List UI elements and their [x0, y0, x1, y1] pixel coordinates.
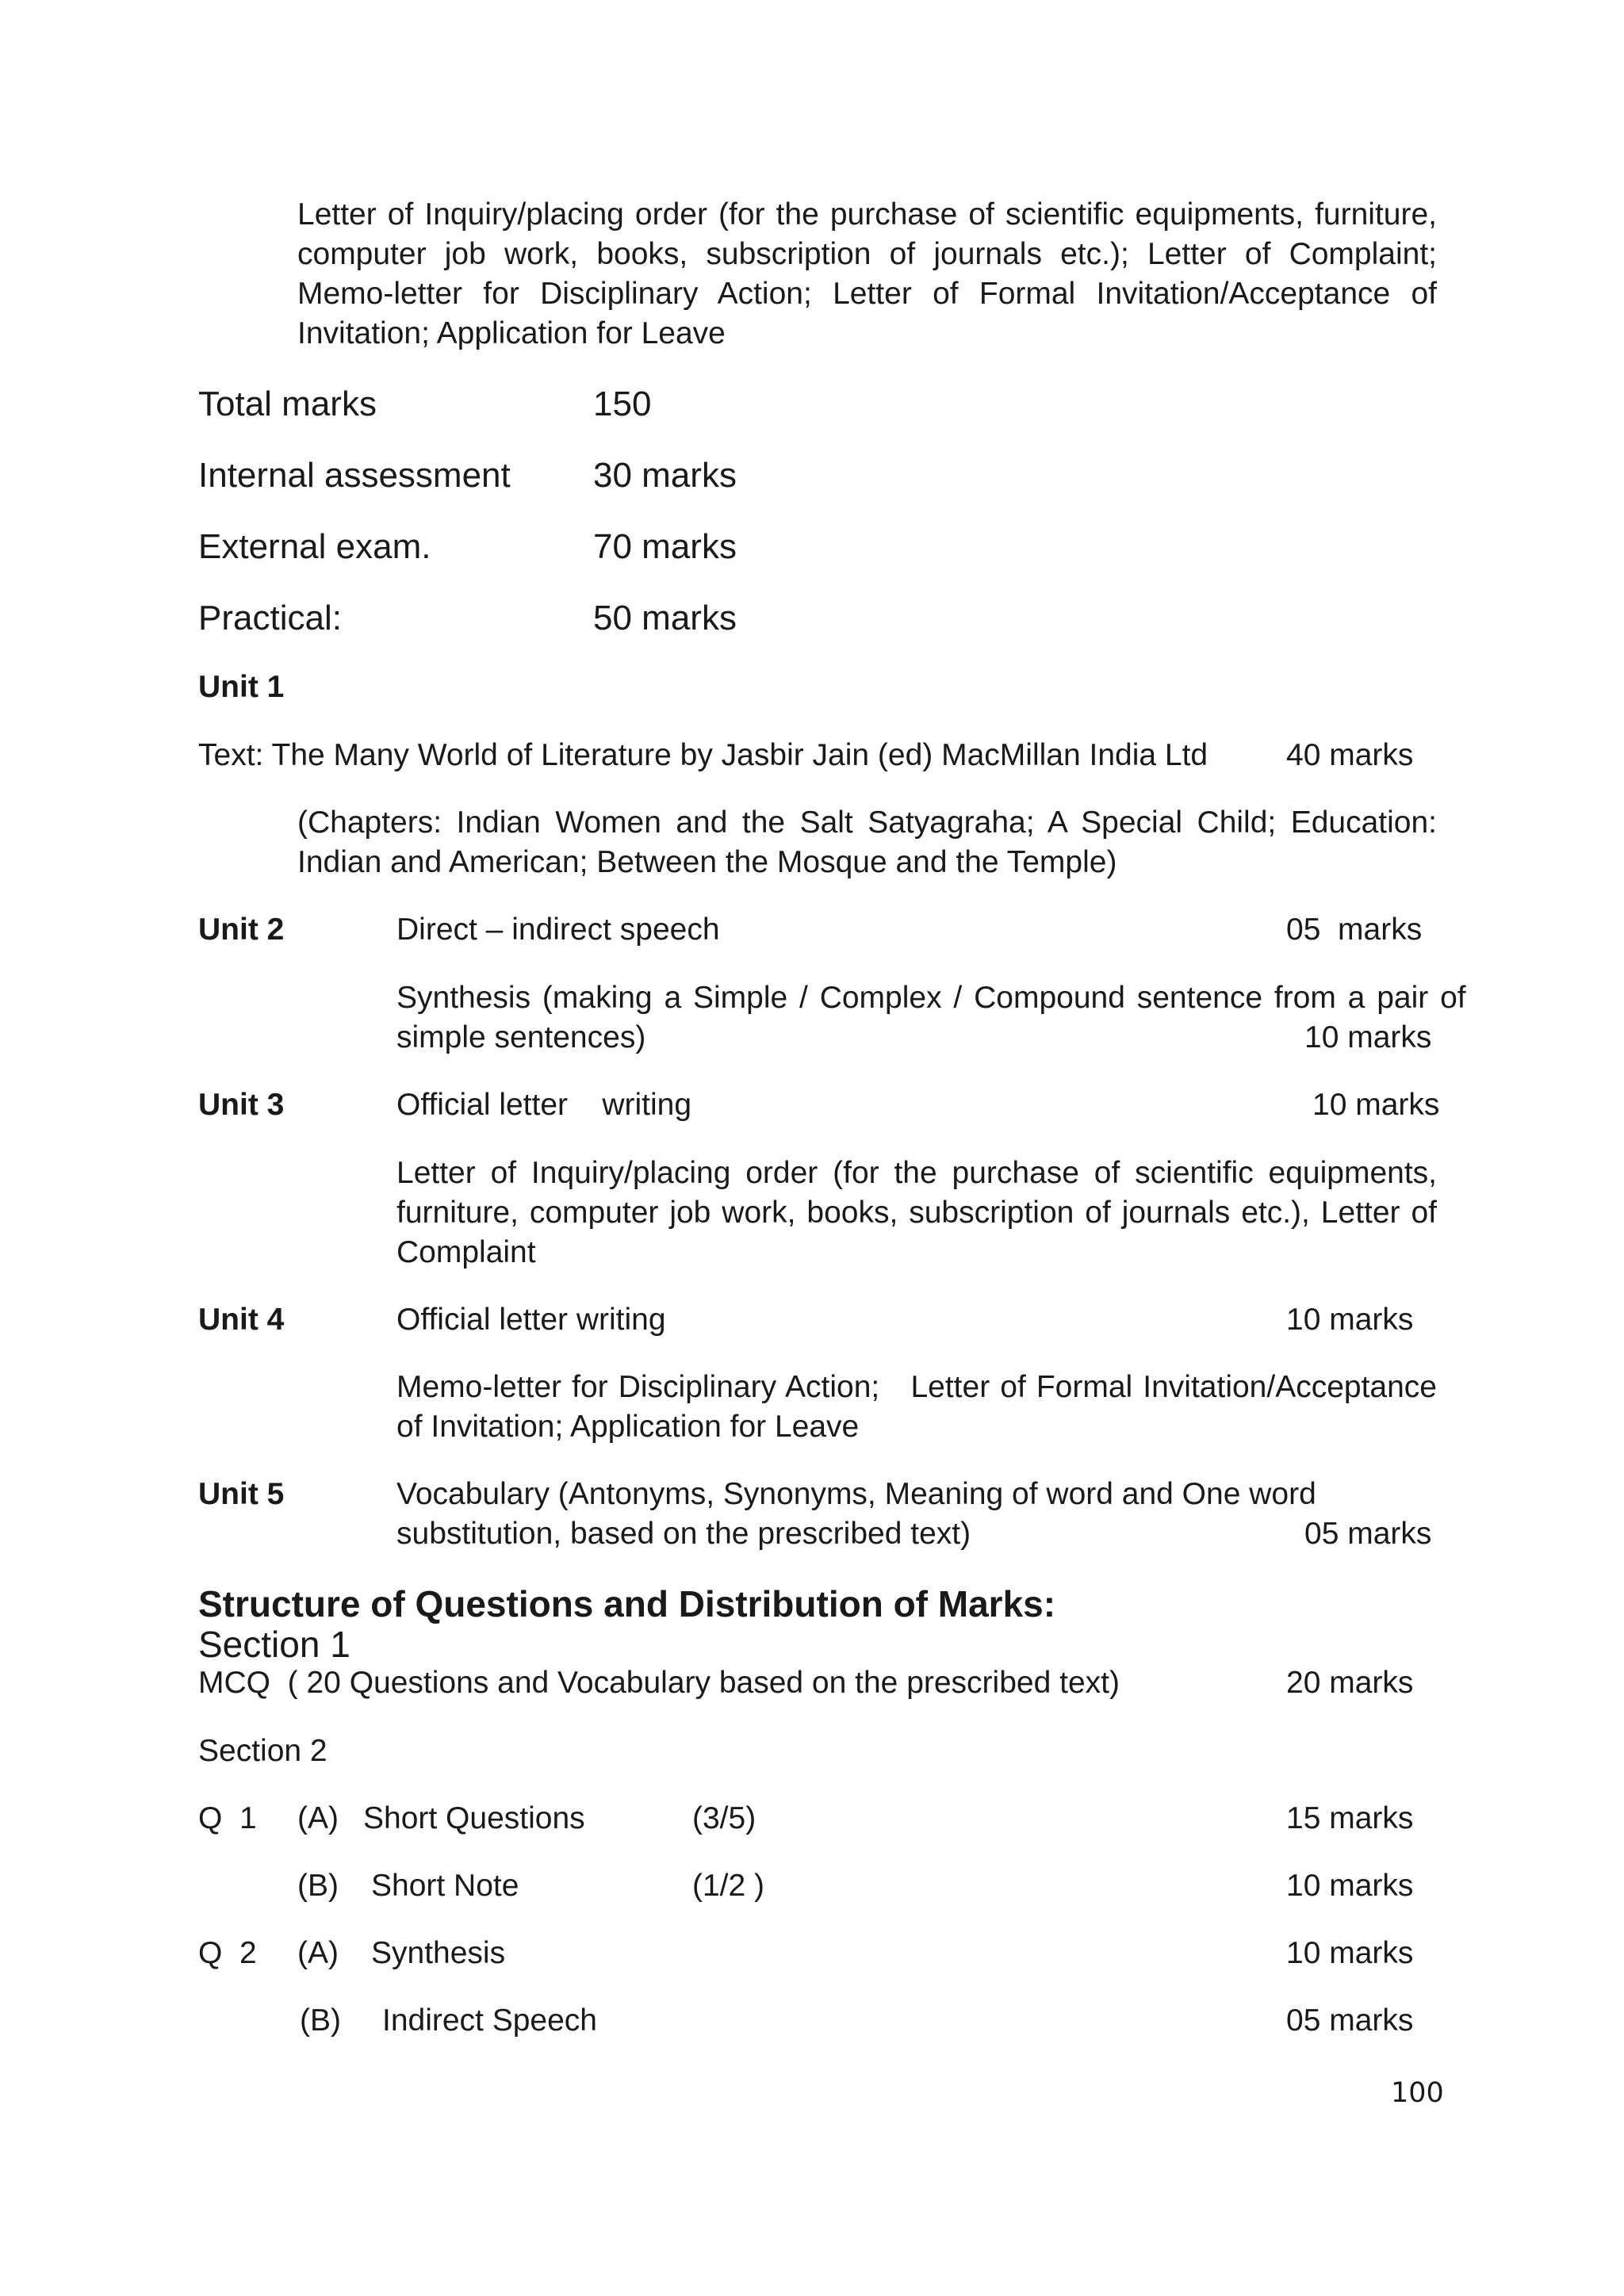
practical-value: 50 marks [593, 599, 737, 637]
structure-heading: Structure of Questions and Distribution of Marks: [198, 1583, 1056, 1624]
unit3-marks: 10 marks [1312, 1088, 1440, 1122]
total-marks-value: 150 [593, 385, 652, 423]
unit2-synthesis-marks: 10 marks [1304, 1020, 1432, 1054]
q1b-marks: 10 marks [1286, 1869, 1414, 1903]
unit5-marks: 05 marks [1304, 1517, 1432, 1551]
external-exam-label: External exam. [198, 527, 431, 566]
unit5-line1: Vocabulary (Antonyms, Synonyms, Meaning of word and One word [396, 1477, 1316, 1511]
unit3-heading: Unit 3 [198, 1088, 285, 1122]
internal-assessment-value: 30 marks [593, 456, 737, 495]
q1a-marks: 15 marks [1286, 1801, 1414, 1835]
q2b-marks: 05 marks [1286, 2003, 1414, 2038]
unit1-chapters: (Chapters: Indian Women and the Salt Satyagraha; A Special Child; Education: Indian and American; Between the Mosque and the Temple) [297, 806, 1437, 879]
q2a-letter: (A) [297, 1936, 339, 1970]
q1a-letter: (A) [297, 1801, 339, 1835]
q1b-choice: (1/2 ) [692, 1869, 765, 1903]
intro-paragraph: Letter of Inquiry/placing order (for the purchase of scientific equipments, furniture, computer job work, books, subscription of journals etc.); Letter of Complaint; Memo-letter for Disciplinary Action; Letter of Formal Invitation/Acceptance of Invitation; Application for Leave [297, 197, 1437, 350]
section2-title: Section 2 [198, 1734, 327, 1768]
q2b-title: Indirect Speech [382, 2003, 598, 2038]
internal-assessment-label: Internal assessment [198, 456, 511, 495]
unit4-heading: Unit 4 [198, 1303, 285, 1337]
unit2-synthesis-line2: simple sentences) [396, 1020, 646, 1054]
unit1-heading: Unit 1 [198, 670, 285, 704]
q1b-letter: (B) [297, 1869, 339, 1903]
q2b-letter: (B) [300, 2003, 341, 2038]
q2a-title: Synthesis [371, 1936, 506, 1970]
total-marks-label: Total marks [198, 385, 377, 423]
q1a-choice: (3/5) [692, 1801, 756, 1835]
q1-label: Q 1 [198, 1801, 257, 1835]
mcq-marks: 20 marks [1286, 1666, 1414, 1700]
unit2-synthesis-line1: Synthesis (making a Simple / Complex / Compound sentence from a pair of [396, 981, 1466, 1015]
unit3-details: Letter of Inquiry/placing order (for the purchase of scientific equipments, furniture, computer job work, books, subscription of journals etc.), Letter of Complaint [396, 1156, 1437, 1269]
unit2-marks: 05 marks [1286, 913, 1423, 947]
unit2-topic: Direct – indirect speech [396, 913, 720, 947]
unit1-marks: 40 marks [1286, 738, 1414, 772]
unit4-marks: 10 marks [1286, 1303, 1414, 1337]
q1a-title: Short Questions [363, 1801, 585, 1835]
unit5-line2: substitution, based on the prescribed text) [396, 1517, 971, 1551]
practical-label: Practical: [198, 599, 342, 637]
unit2-heading: Unit 2 [198, 913, 285, 947]
unit4-details: Memo-letter for Disciplinary Action; Letter of Formal Invitation/Acceptance of Invitation; Application for Leave [396, 1370, 1446, 1444]
q1b-title: Short Note [371, 1869, 519, 1903]
q2a-marks: 10 marks [1286, 1936, 1414, 1970]
page-number: 100 [1391, 2077, 1444, 2109]
section1-title: Section 1 [198, 1624, 350, 1665]
unit4-topic: Official letter writing [396, 1303, 666, 1337]
unit1-text: Text: The Many World of Literature by Jasbir Jain (ed) MacMillan India Ltd [198, 738, 1208, 772]
unit5-heading: Unit 5 [198, 1477, 285, 1511]
q2-label: Q 2 [198, 1936, 257, 1970]
mcq-text: MCQ ( 20 Questions and Vocabulary based on the prescribed text) [198, 1666, 1120, 1700]
external-exam-value: 70 marks [593, 527, 737, 566]
unit3-topic: Official letter writing [396, 1088, 692, 1122]
